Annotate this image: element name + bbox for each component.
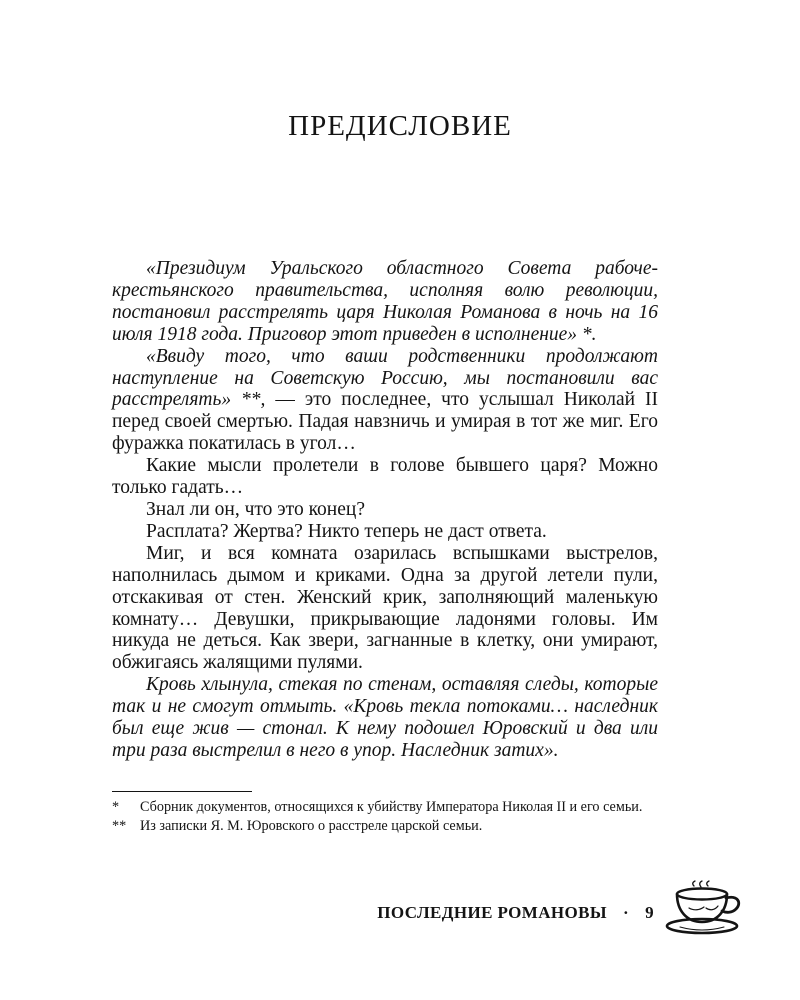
- teacup-icon: [664, 880, 744, 940]
- paragraph-last-words-rest: — это последнее, что услышал Николай II перед своей смертью. Падая навзничь и умирая в тот же миг. Его фуражка покатилась в угол…: [112, 389, 658, 455]
- paragraph-quote-verdict: «Президиум Уральского областного Совета рабоче-крестьянского правительства, исполняя волю революции, постановил расстрелять царя Николая Романова в ночь на 16 июля 1918 года. Приговор этот приведен в исполнение» *.: [112, 258, 658, 345]
- footer-separator: ·: [623, 903, 630, 922]
- page-number: 9: [645, 903, 654, 922]
- paragraph-thoughts: Какие мысли пролетели в голове бывшего царя? Можно только гадать…: [112, 455, 658, 499]
- paragraph-the-end: Знал ли он, что это конец?: [146, 498, 365, 520]
- page-title: ПРЕДИСЛОВИЕ: [288, 110, 512, 142]
- footnote-1: [112, 798, 658, 817]
- paragraph-last-words: [112, 346, 658, 456]
- paragraph-blood: Кровь хлынула, стекая по стенам, оставляя следы, которые так и не смогут отмыть. «Кровь текла потоками… наследник был еще жив — стонал. К нему подошел Юровский и два или три раза выстрелил в него в упор. Наследник затих».: [112, 674, 658, 761]
- running-title: ПОСЛЕДНИЕ РОМАНОВЫ: [377, 903, 608, 922]
- running-footer: [377, 903, 654, 923]
- footnote-2: [112, 817, 658, 836]
- quote-last-words: «Ввиду того, что ваши родственники продолжают наступление на Советскую Россию, мы постановили вас расстрелять» **,: [112, 345, 658, 411]
- footnotes: [112, 798, 658, 836]
- body-text: [112, 258, 658, 762]
- footnote-text: Из записки Я. М. Юровского о расстреле царской семьи.: [140, 818, 483, 834]
- paragraph-shots: Миг, и вся комната озарилась вспышками выстрелов, наполнилась дымом и криками. Одна за другой летели пули, отскакивая от стен. Женский крик, заполняющий маленькую комнату… Девушки, прикрывающие ладонями головы. Им никуда не деться. Как звери, загнанные в клетку, они умирают, обжигаясь жалящими пулями.: [112, 542, 658, 674]
- paragraph-retribution: Расплата? Жертва? Никто теперь не даст ответа.: [146, 520, 547, 542]
- footnote-divider: [112, 791, 252, 792]
- footnote-mark: *: [112, 799, 120, 815]
- footnote-text: Сборник документов, относящихся к убийству Императора Николая II и его семьи.: [140, 799, 643, 815]
- footnote-mark: **: [112, 818, 127, 834]
